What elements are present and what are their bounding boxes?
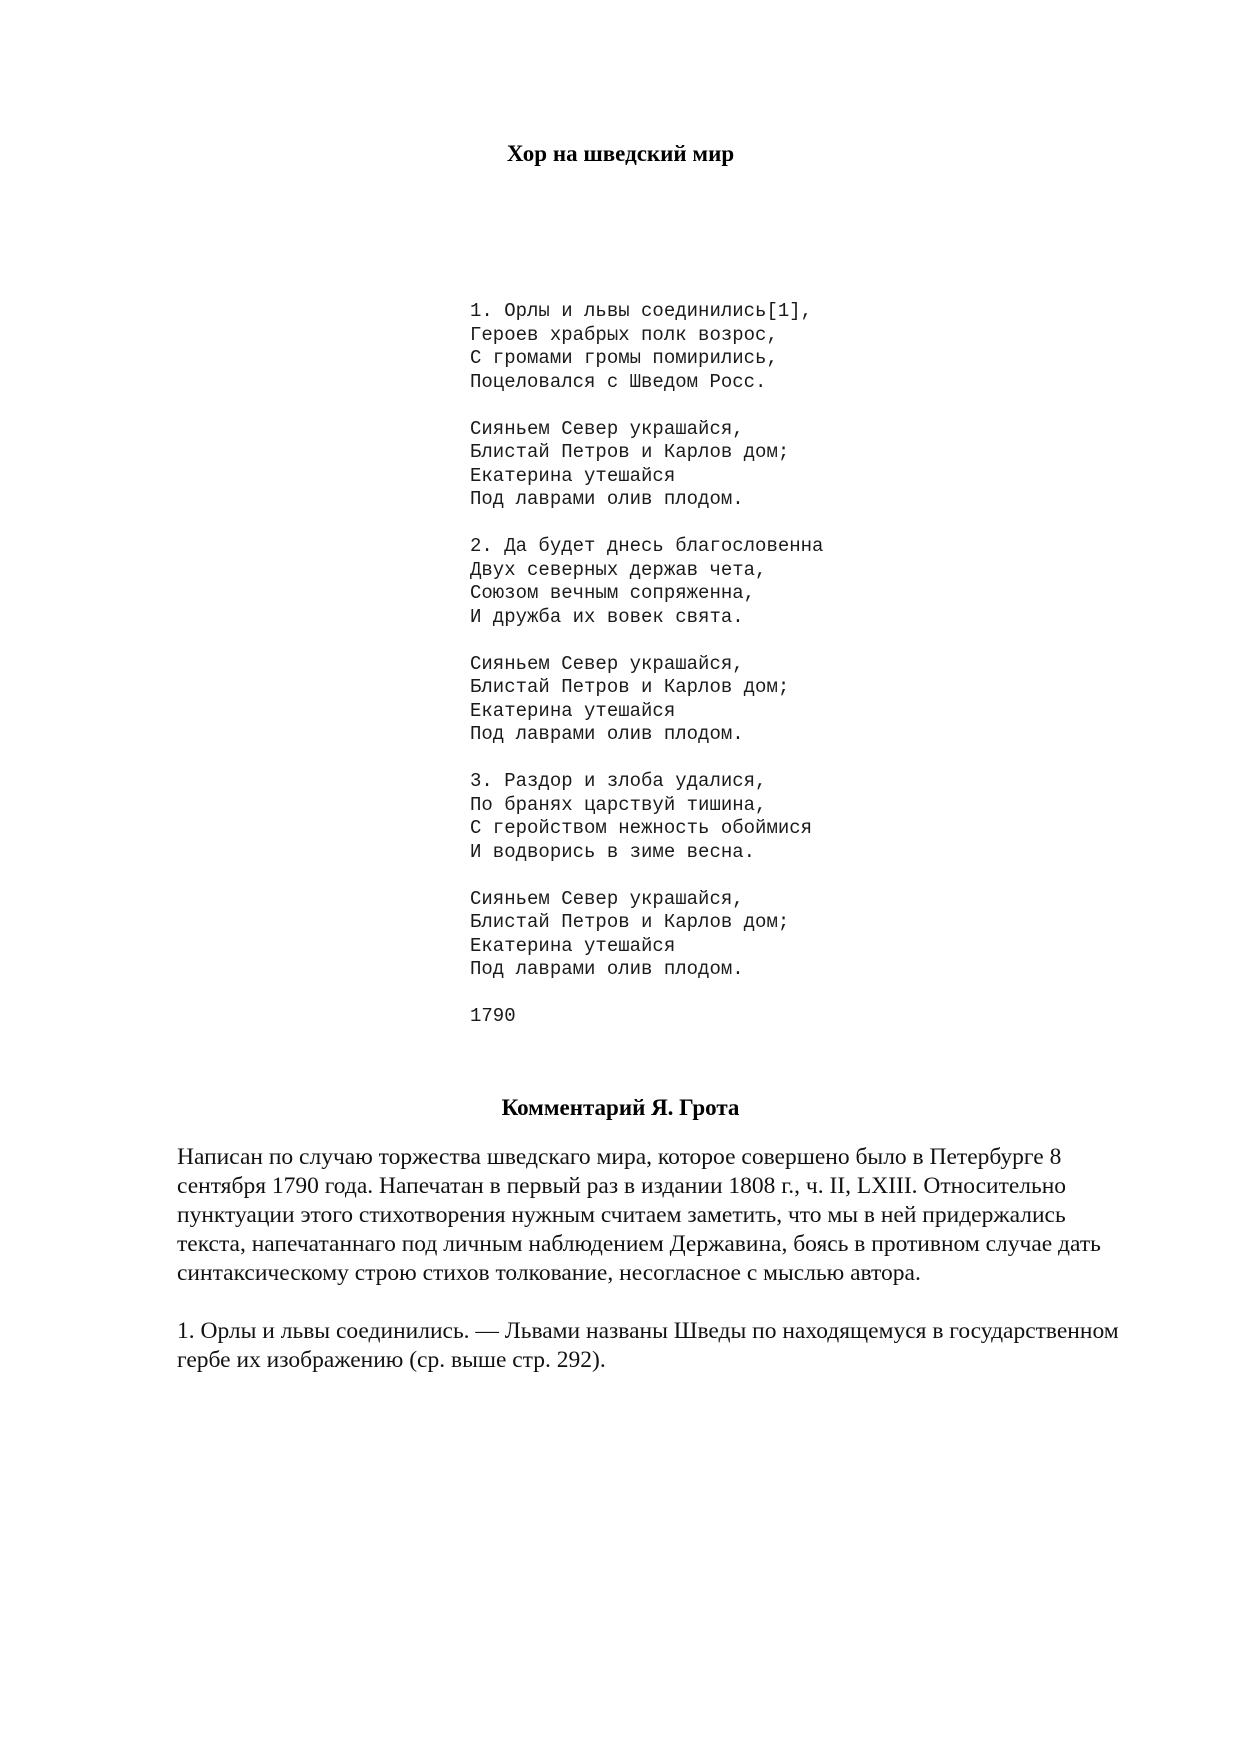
poem-line: 2. Да будет днесь благословенна xyxy=(470,535,824,557)
poem-line: Сияньем Север украшайся, xyxy=(470,652,744,675)
poem-line: Поцеловался с Шведом Росс. xyxy=(470,370,767,393)
poem-line: Екатерина утешайся xyxy=(470,699,676,722)
stanza-3 xyxy=(470,770,990,864)
poem-line: Под лаврами олив плодом. xyxy=(470,488,744,510)
poem-line: Сияньем Север украшайся, xyxy=(470,417,744,440)
commentary-title: Комментарий Я. Грота xyxy=(501,1095,740,1120)
poem-line: Героев храбрых полк возрос, xyxy=(470,323,778,346)
poem-line: 1. Орлы и львы соединились[1], xyxy=(470,300,813,322)
stanza-1 xyxy=(470,300,990,394)
poem-year: 1790 xyxy=(470,1005,516,1027)
poem-line: Двух северных держав чета, xyxy=(470,558,767,581)
stanza-refrain-3 xyxy=(470,888,990,982)
poem-line: Екатерина утешайся xyxy=(470,934,676,957)
stanza-refrain-2 xyxy=(470,653,990,747)
commentary-paragraph: Написан по случаю торжества шведскаго мира, которое совершено было в Петербурге 8 сентября 1790 года. Напечатан в первый раз в издании 1808 г., ч. II, LXIII. Относительно пунктуации этого стихотворения нужным считаем заметить, что мы в ней придержались текста, напечатаннаго под личным наблюдением Державина, боясь в противном случае дать синтаксическому строю стихов толкование, несогласное с мыслью автора. xyxy=(177,1144,1101,1286)
poem-line: Блистай Петров и Карлов дом; xyxy=(470,911,790,933)
stanza-refrain-1 xyxy=(470,418,990,512)
poem-line: С геройством нежность обоймися xyxy=(470,817,813,839)
poem-line: Екатерина утешайся xyxy=(470,464,676,487)
poem-line: Сияньем Север украшайся, xyxy=(470,887,744,910)
poem-line: По бранях царствуй тишина, xyxy=(470,793,767,816)
footnote-paragraph: 1. Орлы и львы соединились. — Львами названы Шведы по находящемуся в государственном гербе их изображению (ср. выше стр. 292). xyxy=(177,1318,1119,1373)
poem-line: Под лаврами олив плодом. xyxy=(470,723,744,745)
poem-text xyxy=(470,300,990,1029)
poem-line: Под лаврами олив плодом. xyxy=(470,958,744,980)
poem-line: С громами громы помирились, xyxy=(470,347,778,369)
poem-line: 3. Раздор и злоба удалися, xyxy=(470,770,767,792)
poem-title: Хор на шведский мир xyxy=(506,141,735,166)
poem-line: И дружба их вовек свята. xyxy=(470,605,744,628)
poem-line: Блистай Петров и Карлов дом; xyxy=(470,441,790,463)
poem-line: И водворись в зиме весна. xyxy=(470,840,756,863)
stanza-2 xyxy=(470,535,990,629)
poem-line: Союзом вечным сопряженна, xyxy=(470,582,756,604)
poem-line: Блистай Петров и Карлов дом; xyxy=(470,676,790,698)
commentary-body xyxy=(177,1143,1137,1404)
